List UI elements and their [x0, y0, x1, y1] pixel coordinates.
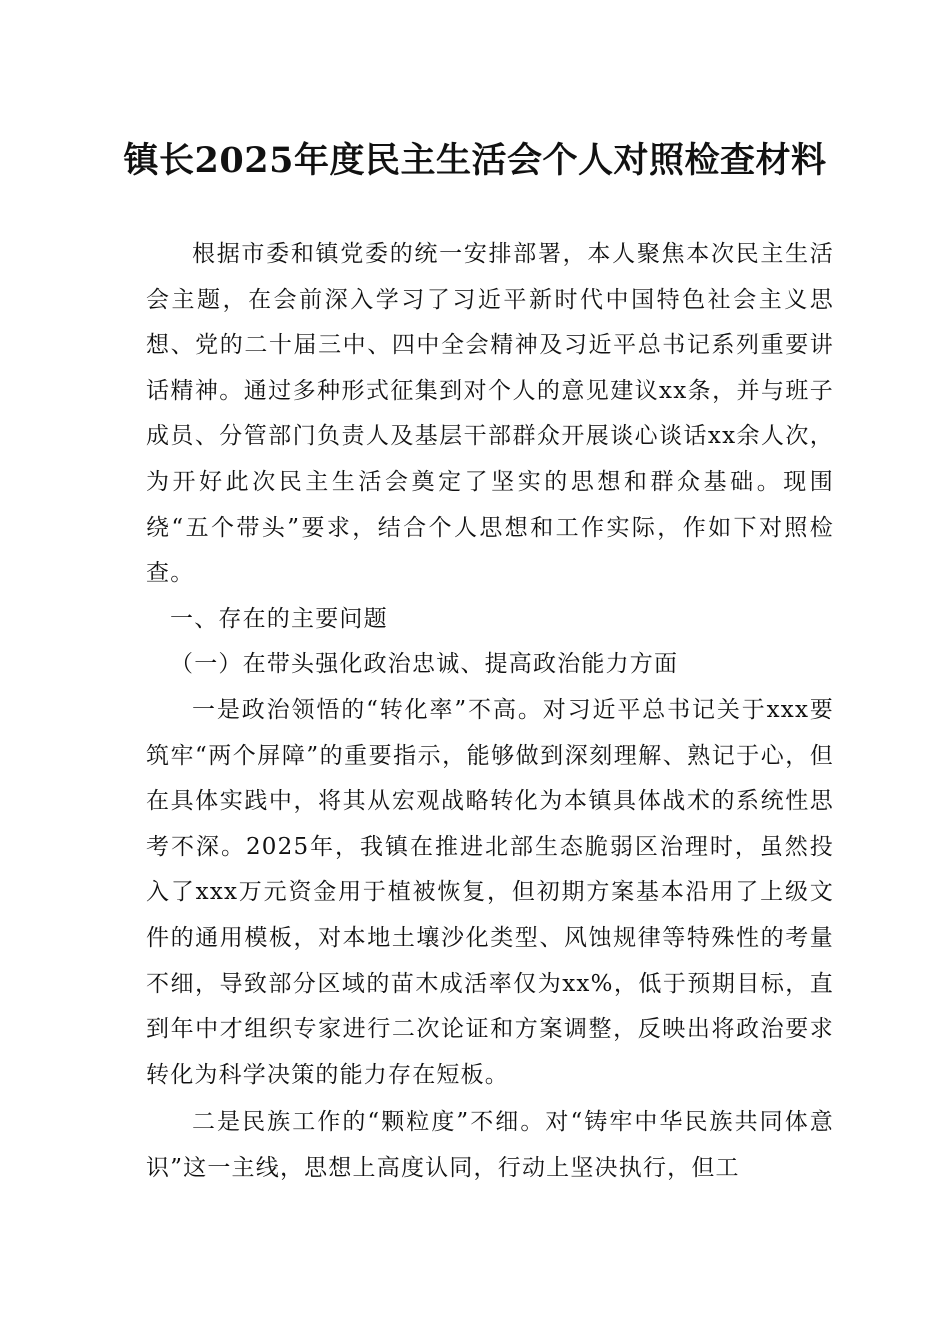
point-paragraph-1: 一是政治领悟的“转化率”不高。对习近平总书记关于xxx要筑牢“两个屏障”的重要指示，能够做到深刻理解、熟记于心，但在具体实践中，将其从宏观战略转化为本镇具体战术的系统性思考不深。2025年，我镇在推进北部生态脆弱区治理时，虽然投入了xxx万元资金用于植被恢复，但初期方案基本沿用了上级文件的通用模板，对本地土壤沙化类型、风蚀规律等特殊性的考量不细，导致部分区域的苗木成活率仅为xx%，低于预期目标，直到年中才组织专家进行二次论证和方案调整，反映出将政治要求转化为科学决策的能力存在短板。: [146, 696, 834, 1088]
intro-paragraph: 根据市委和镇党委的统一安排部署，本人聚焦本次民主生活会主题，在会前深入学习了习近平新时代中国特色社会主义思想、党的二十届三中、四中全会精神及习近平总书记系列重要讲话精神。通过多种形式征集到对个人的意见建议xx条，并与班子成员、分管部门负责人及基层干部群众开展谈心谈话xx余人次，为开好此次民主生活会奠定了坚实的思想和群众基础。现围绕“五个带头”要求，结合个人思想和工作实际，作如下对照检查。: [146, 241, 834, 587]
document-body: [146, 232, 834, 1191]
subsection-heading-political-loyalty: （一）在带头强化政治忠诚、提高政治能力方面: [170, 651, 679, 678]
document-title: 镇长2025年度民主生活会个人对照检查材料: [123, 140, 827, 181]
section-heading-problems: 一、存在的主要问题: [170, 605, 388, 632]
point-paragraph-2: 二是民族工作的“颗粒度”不细。对“铸牢中华民族共同体意识”这一主线，思想上高度认同，行动上坚决执行，但工: [146, 1109, 834, 1181]
